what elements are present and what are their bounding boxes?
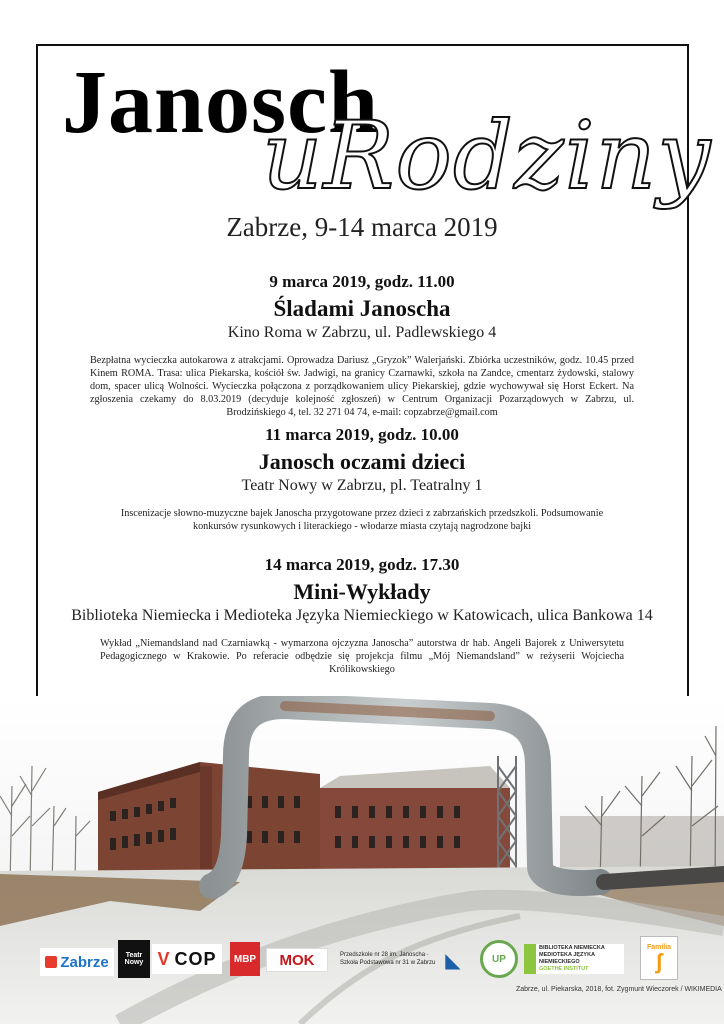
event-description: Inscenizacje słowno-muzyczne bajek Janoscha przygotowane przez dzieci z zabrzańskich przedszkoli. Podsumowanie konkursów rysunkowych i literackiego - włodarze miasta czytają nagrodzone bajki — [120, 508, 604, 532]
event-title: Mini-Wykłady — [293, 579, 431, 604]
event-3 — [70, 555, 654, 676]
poster-subtitle: Zabrze, 9-14 marca 2019 — [226, 212, 498, 242]
event-description: Bezpłatna wycieczka autokarowa z atrakcjami. Oprowadza Dariusz „Gryzok” Walerjański. Zbiórka uczestników, godz. 10.45 przed Kinem ROMA. Trasa: ulica Piekarska, kościół św. Jadwigi, na granicy Czarnawki, szkoła na Zandce, cmentarz żydowski, stalowy dom, spacer ulicą Wolności. Wycieczka połączona z porządkowaniem ulicy Piekarskiej, gdzie wychowywał się Horst Eckert. Na zgłoszenia czekamy do 8.03.2019 (decyduje kolejność zgłoszeń) w Centrum Organizacji Pozarządowych w Zabrzu, ul. Brodzińskiego 4, tel. 32 271 04 74, e-mail: copzabrze@gmail.com — [90, 355, 634, 418]
poster-script-title: uRodziny — [262, 102, 712, 211]
familia-logo: Familia ʃ — [640, 936, 678, 980]
university-seal-icon: UP — [480, 940, 518, 978]
event-date: 11 marca 2019, godz. 10.00 — [265, 425, 459, 444]
event-2 — [90, 425, 634, 533]
mbp-logo: MBP — [230, 942, 260, 976]
event-place: Teatr Nowy w Zabrzu, pl. Teatralny 1 — [241, 477, 483, 494]
poster-title: Janosch — [62, 53, 380, 152]
event-description: Wykład „Niemandsland nad Czarniawką - wymarzona ojczyzna Janoscha” autorstwa dr hab. Angeli Bajorek z Uniwersytetu Pedagogicznego w Krakowie. Po referacie odbędzie się projekcja filmu „Mój Niemandsland” w reżyserii Wojciecha Królikowskiego — [100, 638, 624, 675]
event-1 — [90, 272, 634, 419]
event-title: Śladami Janoscha — [273, 296, 451, 321]
event-place: Kino Roma w Zabrzu, ul. Padlewskiego 4 — [227, 324, 497, 341]
mok-logo: MOK — [266, 948, 328, 972]
przedszkole-logo: Przedszkole nr 28 im. Janoscha · Szkoła Podstawowa nr 31 w Zabrzu — [340, 952, 436, 966]
photo-credit: Zabrze, ul. Piekarska, 2018, fot. Zygmunt Wieczorek / WIKIMEDIA — [516, 986, 722, 993]
cop-logo: V COP — [152, 944, 222, 974]
teatr-nowy-logo: Teatr Nowy — [118, 940, 150, 978]
event-date: 9 marca 2019, godz. 11.00 — [269, 272, 455, 291]
biblioteka-goethe-logo: BIBLIOTEKA NIEMIECKA MEDIOTEKA JĘZYKA NIEMIECKIEGO GOETHE INSTITUT — [524, 944, 624, 974]
sponsor-logos — [0, 936, 724, 986]
event-title: Janosch oczami dzieci — [258, 449, 466, 474]
event-date: 14 marca 2019, godz. 17.30 — [264, 555, 460, 574]
event-place: Biblioteka Niemiecka i Medioteka Języka Niemieckiego w Katowicach, ulica Bankowa 14 — [71, 607, 653, 624]
zabrze-logo: Zabrze — [40, 948, 114, 976]
us-logo: ◣ — [445, 949, 461, 972]
